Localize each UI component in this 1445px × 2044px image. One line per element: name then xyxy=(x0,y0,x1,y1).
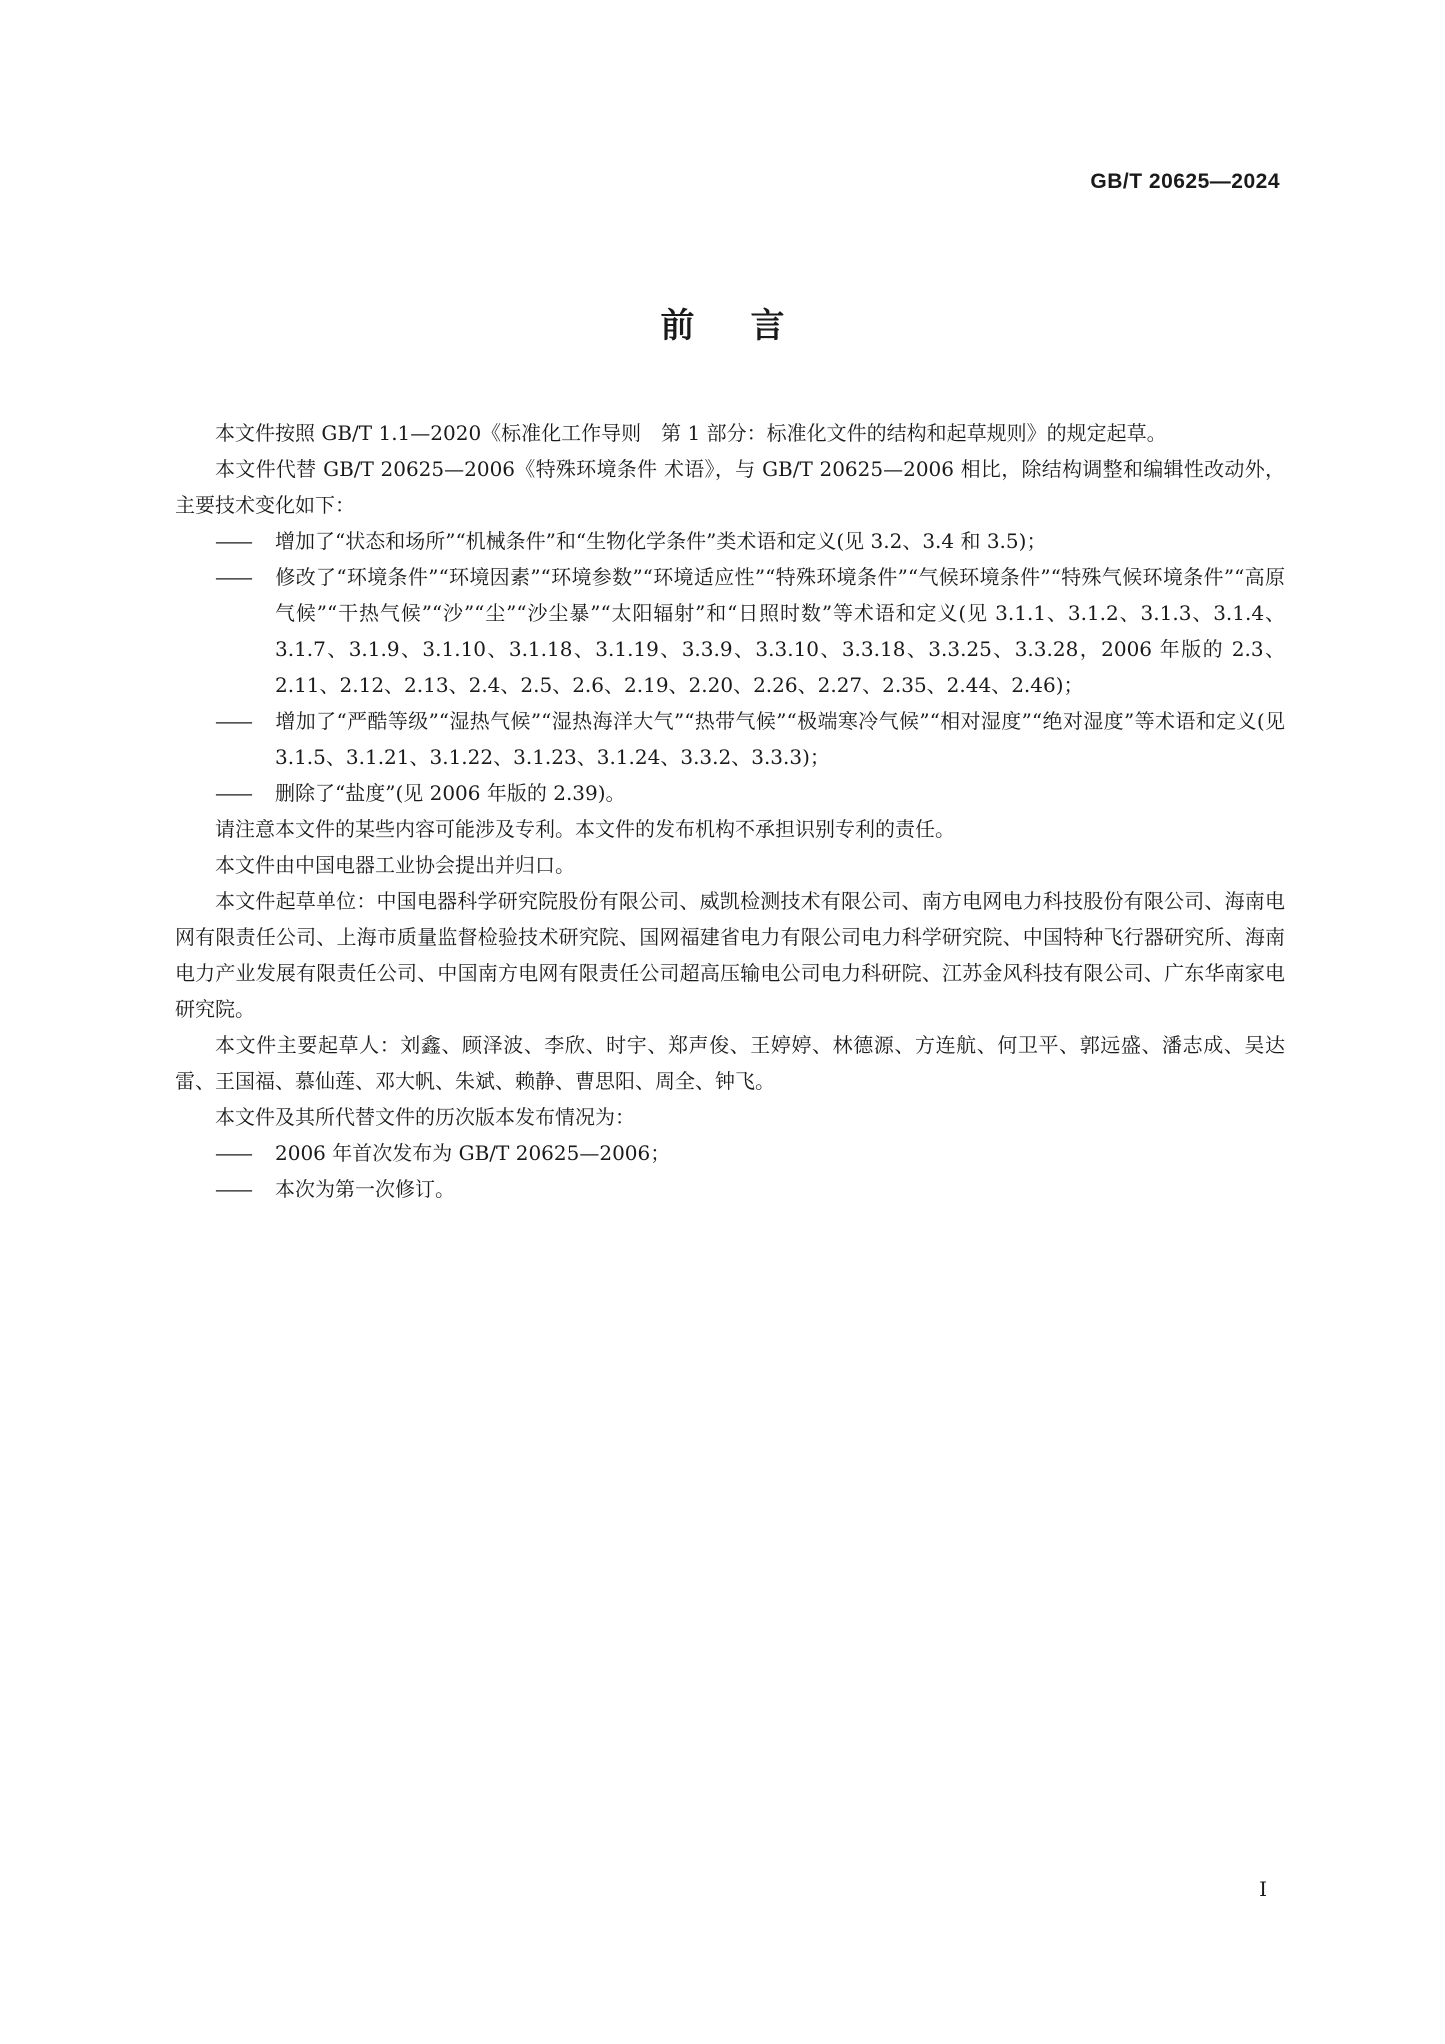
paragraph: 本文件由中国电器工业协会提出并归口。 xyxy=(215,853,575,877)
change-list-item xyxy=(175,1135,1285,1171)
change-list-item xyxy=(175,703,1285,775)
paragraph: 本文件主要起草人：刘鑫、顾泽波、李欣、时宇、郑声俊、王婷婷、林德源、方连航、何卫平、郭远盛、潘志成、吴达雷、王国福、慕仙莲、邓大帆、朱斌、赖静、曹思阳、周全、钟飞。 xyxy=(175,1033,1285,1093)
list-dash: —— xyxy=(215,1177,251,1201)
list-dash: —— xyxy=(215,565,251,589)
list-item-text: 修改了“环境条件”“环境因素”“环境参数”“环境适应性”“特殊环境条件”“气候环境条件”“特殊气候环境条件”“高原气候”“干热气候”“沙”“尘”“沙尘暴”“太阳辐射”和“日照时数”等术语和定义(见 3.1.1、3.1.2、3.1.3、3.1.4、3.1.7、3.1.9、3.1.10、3.1.18、3.1.19、3.3.9、3.3.10、3.3.18、3.3.25、3.3.28，2006 年版的 2.3、2.11、2.12、2.13、2.4、2.5、2.6、2.19、2.20、2.26、2.27、2.35、2.44、2.46)； xyxy=(275,565,1285,697)
paragraph: 本文件按照 GB/T 1.1—2020《标准化工作导则 第 1 部分：标准化文件的结构和起草规则》的规定起草。 xyxy=(215,421,1167,445)
paragraph: 本文件代替 GB/T 20625—2006《特殊环境条件 术语》，与 GB/T 20625—2006 相比，除结构调整和编辑性改动外，主要技术变化如下： xyxy=(175,457,1285,517)
list-item-text: 本次为第一次修订。 xyxy=(275,1177,455,1201)
paragraph: 请注意本文件的某些内容可能涉及专利。本文件的发布机构不承担识别专利的责任。 xyxy=(215,817,955,841)
document-number: GB/T 20625—2024 xyxy=(1090,170,1280,193)
paragraph: 本文件起草单位：中国电器科学研究院股份有限公司、威凯检测技术有限公司、南方电网电力科技股份有限公司、海南电网有限责任公司、上海市质量监督检验技术研究院、国网福建省电力有限公司电力科学研究院、中国特种飞行器研究所、海南电力产业发展有限责任公司、中国南方电网有限责任公司超高压输电公司电力科研院、江苏金风科技有限公司、广东华南家电研究院。 xyxy=(175,889,1285,1021)
preface-body xyxy=(175,415,1285,1207)
change-list-item xyxy=(175,775,1285,811)
paragraph: 本文件及其所代替文件的历次版本发布情况为： xyxy=(215,1105,635,1129)
change-list-item xyxy=(175,523,1285,559)
list-item-text: 删除了“盐度”(见 2006 年版的 2.39)。 xyxy=(275,781,626,805)
change-list-item xyxy=(175,1171,1285,1207)
list-item-text: 2006 年首次发布为 GB/T 20625—2006； xyxy=(275,1141,671,1165)
page-number: I xyxy=(1259,1877,1267,1901)
list-item-text: 增加了“严酷等级”“湿热气候”“湿热海洋大气”“热带气候”“极端寒冷气候”“相对湿度”“绝对湿度”等术语和定义(见 3.1.5、3.1.21、3.1.22、3.1.23、3.1.24、3.3.2、3.3.3)； xyxy=(275,709,1285,769)
list-dash: —— xyxy=(215,781,251,805)
change-list-item xyxy=(175,559,1285,703)
list-dash: —— xyxy=(215,1141,251,1165)
list-dash: —— xyxy=(215,709,251,733)
page-title: 前言 xyxy=(660,306,841,346)
list-item-text: 增加了“状态和场所”“机械条件”和“生物化学条件”类术语和定义(见 3.2、3.4 和 3.5)； xyxy=(275,529,1047,553)
list-dash: —— xyxy=(215,529,251,553)
